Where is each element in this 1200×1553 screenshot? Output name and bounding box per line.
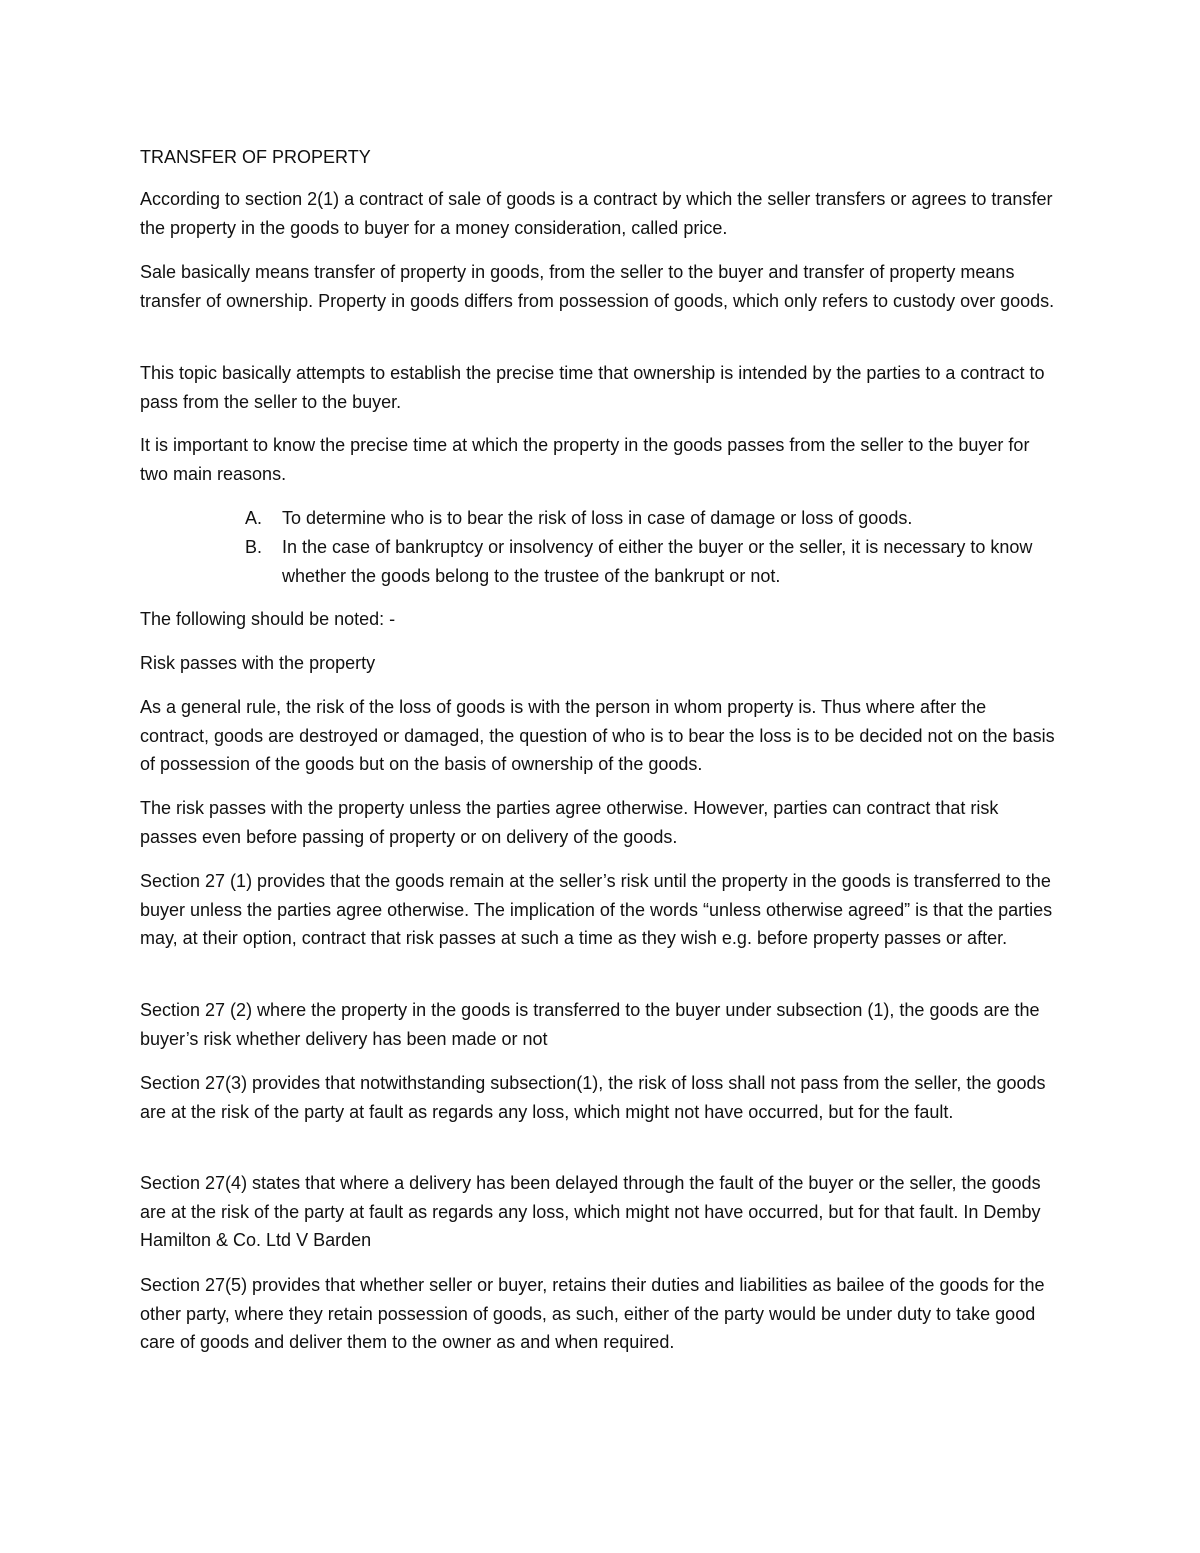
paragraph-contract-of-sale: According to section 2(1) a contract of sale of goods is a contract by which the seller transfers or agrees to transfer the property in the goods to buyer for a money consideration, called price. [140, 189, 1053, 238]
paragraph-sale-meaning: Sale basically means transfer of property in goods, from the seller to the buyer and transfer of property means transfer of ownership. Property in goods differs from possession of goods, which only refers to custody over goods. [140, 262, 1055, 311]
paragraph-general-rule: As a general rule, the risk of the loss of goods is with the person in whom property is. Thus where after the contract, goods are destroyed or damaged, the question of who is to bear the loss is to be decided not on the basis of possession of the goods but on the basis of ownership of the goods. [140, 697, 1055, 775]
paragraph-risk-passes: The risk passes with the property unless the parties agree otherwise. However, parties can contract that risk passes even before passing of property or on delivery of the goods. [140, 798, 999, 847]
paragraph-section-27-4: Section 27(4) states that where a delivery has been delayed through the fault of the buyer or the seller, the goods are at the risk of the party at fault as regards any loss, which might not have occurred, but for that fault. In Demby Hamilton & Co. Ltd V Barden [140, 1173, 1041, 1251]
paragraph-section-27-3: Section 27(3) provides that notwithstanding subsection(1), the risk of loss shall not pass from the seller, the goods are at the risk of the party at fault as regards any loss, which might not have occurred, but for the fault. [140, 1073, 1046, 1122]
paragraph-risk-heading: Risk passes with the property [140, 653, 376, 673]
list-item-text: In the case of bankruptcy or insolvency of either the buyer or the seller, it is necessary to know whether the goods belong to the trustee of the bankrupt or not. [282, 537, 1033, 586]
paragraph-following-noted: The following should be noted: - [140, 609, 396, 629]
list-item-text: To determine who is to bear the risk of loss in case of damage or loss of goods. [282, 508, 913, 528]
list-marker: B. [245, 537, 263, 557]
list-item-b [245, 533, 1045, 590]
paragraph-section-27-1: Section 27 (1) provides that the goods remain at the seller’s risk until the property in the goods is transferred to the buyer unless the parties agree otherwise. The implication of the words “unless otherwise agreed” is that the parties may, at their option, contract that risk passes at such a time as they wish e.g. before property passes or after. [140, 871, 1053, 949]
paragraph-topic-purpose: This topic basically attempts to establish the precise time that ownership is intended by the parties to a contract to pass from the seller to the buyer. [140, 363, 1045, 412]
list-item-a [245, 504, 1045, 533]
paragraph-section-27-5: Section 27(5) provides that whether seller or buyer, retains their duties and liabilities as bailee of the goods for the other party, where they retain possession of goods, as such, either of the party would be under duty to take good care of goods and deliver them to the owner as and when required. [140, 1275, 1045, 1353]
document-title: TRANSFER OF PROPERTY [140, 147, 371, 167]
paragraph-section-27-2: Section 27 (2) where the property in the goods is transferred to the buyer under subsection (1), the goods are the buyer’s risk whether delivery has been made or not [140, 1000, 1040, 1049]
paragraph-importance: It is important to know the precise time at which the property in the goods passes from the seller to the buyer for two main reasons. [140, 435, 1030, 484]
list-marker: A. [245, 508, 263, 528]
